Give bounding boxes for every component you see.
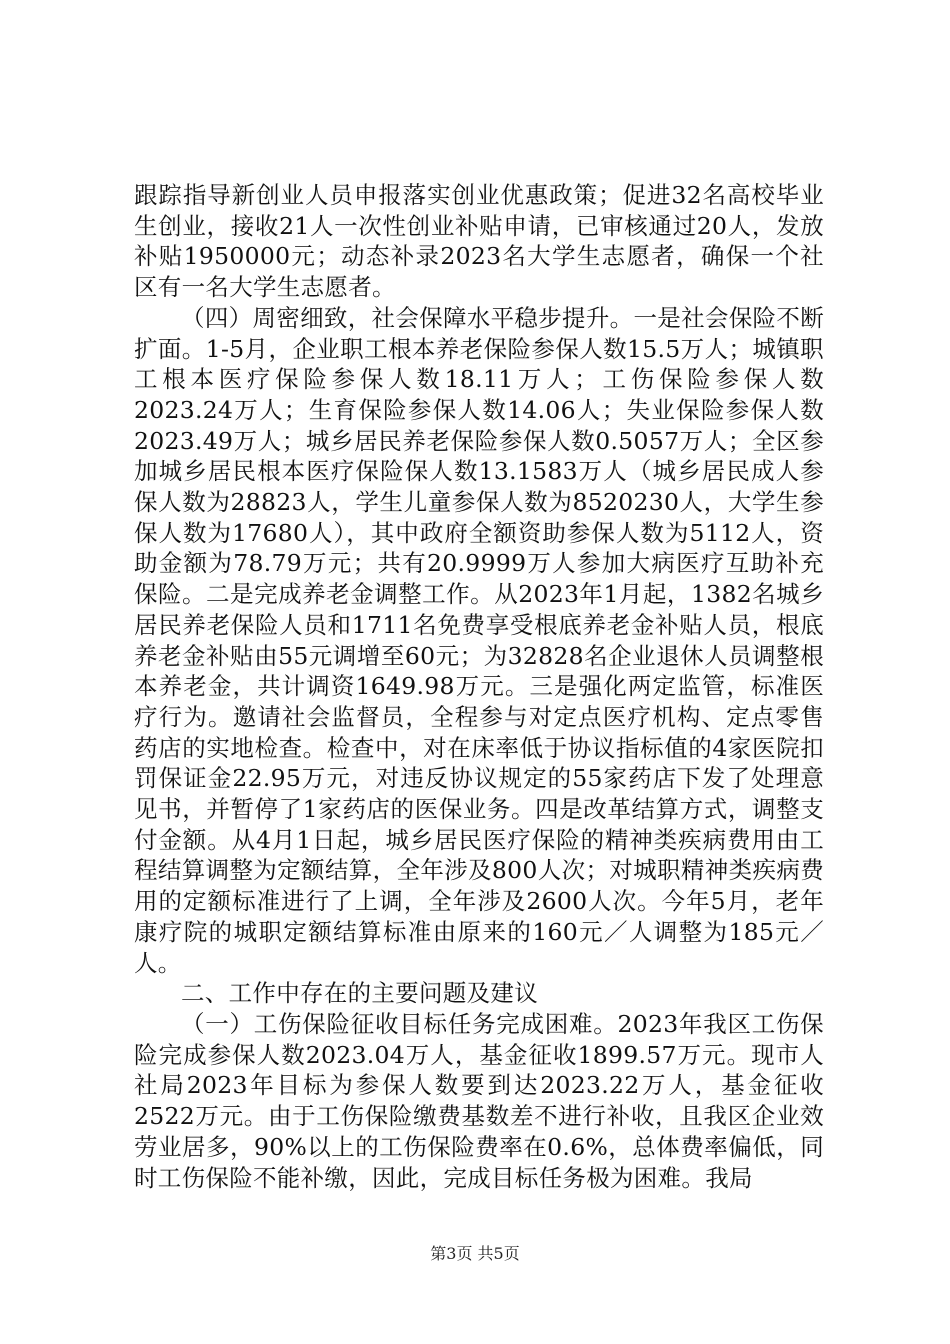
document-body: [134, 180, 824, 1193]
paragraph-social-security: （四）周密细致，社会保障水平稳步提升。一是社会保险不断扩面。1-5月，企业职工根本养老保险参保人数15.5万人；城镇职工根本医疗保险参保人数18.11万人；工伤保险参保人数2023.24万人；生育保险参保人数14.06人；失业保险参保人数2023.49万人；城乡居民养老保险参保人数0.5057万人；全区参加城乡居民根本医疗保险保人数13.1583万人（城乡居民成人参保人数为28823人，学生儿童参保人数为8520230人，大学生参保人数为17680人），其中政府全额资助参保人数为5112人，资助金额为78.79万元；共有20.9999万人参加大病医疗互助补充保险。二是完成养老金调整工作。从2023年1月起，1382名城乡居民养老保险人员和1711名免费享受根底养老金补贴人员，根底养老金补贴由55元调增至60元；为32828名企业退休人员调整根本养老金，共计调资1649.98万元。三是强化两定监管，标准医疗行为。邀请社会监督员，全程参与对定点医疗机构、定点零售药店的实地检查。检查中，对在床率低于协议指标值的4家医院扣罚保证金22.95万元，对违反协议规定的55家药店下发了处理意见书，并暂停了1家药店的医保业务。四是改革结算方式，调整支付金额。从4月1日起，城乡居民医疗保险的精神类疾病费用由工程结算调整为定额结算，全年涉及800人次；对城职精神类疾病费用的定额标准进行了上调，全年涉及2600人次。今年5月，老年康疗院的城职定额结算标准由原来的160元／人调整为185元／人。: [134, 303, 824, 977]
paragraph-continuation: 跟踪指导新创业人员申报落实创业优惠政策；促进32名高校毕业生创业，接收21人一次性创业补贴申请，已审核通过20人，发放补贴1950000元；动态补录2023名大学生志愿者，确保一个社区有一名大学生志愿者。: [134, 181, 824, 302]
paragraph-injury-insurance: （一）工伤保险征收目标任务完成困难。2023年我区工伤保险完成参保人数2023.04万人，基金征收1899.57万元。现市人社局2023年目标为参保人数要到达2023.22万人，基金征收2522万元。由于工伤保险缴费基数差不进行补收，且我区企业效劳业居多，90%以上的工伤保险费率在0.6%，总体费率偏低，同时工伤保险不能补缴，因此，完成目标任务极为困难。我局: [134, 1009, 824, 1192]
page-footer: 第3页 共5页: [430, 1244, 520, 1263]
section-heading-problems: 二、工作中存在的主要问题及建议: [181, 979, 538, 1008]
